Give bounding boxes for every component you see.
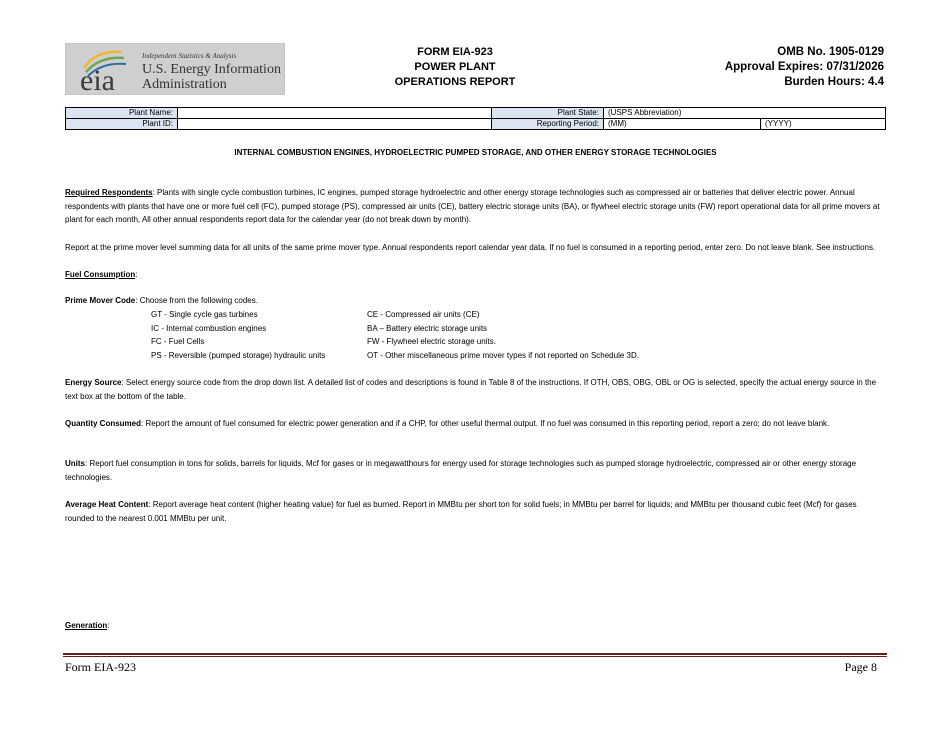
required-respondents-paragraph: [65, 186, 885, 227]
quantity-consumed-label: Quantity Consumed: [65, 419, 142, 428]
approval-expires: Approval Expires: 07/31/2026: [724, 61, 884, 73]
footer-rule-thick: [63, 653, 887, 655]
reporting-year-field[interactable]: (YYYY): [761, 119, 886, 130]
footer-form-name: Form EIA-923: [65, 660, 136, 674]
generation-heading: [65, 619, 885, 633]
required-respondents-label: Required Respondents: [65, 188, 153, 197]
energy-source-paragraph: [65, 376, 885, 403]
svg-text:eia: eia: [80, 64, 115, 92]
form-title-line-1: FORM EIA-923: [417, 46, 493, 58]
plant-info-table: [65, 107, 886, 130]
prime-mover-codes-right: [367, 308, 639, 362]
required-respondents-text: : Plants with single cycle combustion turbines, IC engines, pumped storage hydroelectric and other energy storage technologies such as compressed air or batteries that deliver electric power. Annual respondents with plants that have one or more fuel cell (FC), pumped storage (PS), compressed air units (CE), battery electric storage units (BA), or flywheel electric storage units (FW) report operational data for all prime movers at plant for each month, All other annual respondents report data for the calendar year (do not break down by month).: [65, 188, 880, 224]
logo-line-1: U.S. Energy Information: [142, 62, 281, 77]
burden-hours: Burden Hours: 4.4: [784, 76, 884, 88]
prime-mover-code-ce: CE - Compressed air units (CE): [367, 310, 480, 319]
units-paragraph: [65, 457, 885, 484]
section-heading: INTERNAL COMBUSTION ENGINES, HYDROELECTRIC PUMPED STORAGE, AND OTHER ENERGY STORAGE TECHNOLOGIES: [234, 148, 717, 157]
plant-name-field[interactable]: [178, 108, 492, 119]
energy-source-text: : Select energy source code from the drop down list. A detailed list of codes and descriptions is found in Table 8 of the instructions. If OTH, OBS, OBG, OBL or OG is selected, specify the actual energy source in the text box at the bottom of the table.: [65, 378, 877, 401]
plant-name-label: Plant Name:: [66, 108, 178, 119]
average-heat-content-paragraph: [65, 498, 885, 525]
fuel-consumption-suffix: :: [135, 270, 138, 279]
prime-mover-text: : Choose from the following codes.: [135, 296, 258, 305]
reporting-month-field[interactable]: (MM): [604, 119, 761, 130]
form-title: [380, 45, 530, 90]
average-heat-content-text: : Report average heat content (higher heating value) for fuel as burned. Report in MMBtu per short ton for solid fuels; in MMBtu per barrel for liquids; and MMBtu per thousand cubic feet (Mcf) for gases rounded to the nearest 0.001 MMBtu per unit.: [65, 500, 857, 523]
prime-mover-code-fw: FW - Flywheel electric storage units.: [367, 337, 496, 346]
prime-mover-code-ps: PS - Reversible (pumped storage) hydraulic units: [151, 350, 326, 360]
quantity-consumed-text: : Report the amount of fuel consumed for electric power generation and if a CHP, for other useful thermal output. If no fuel was consumed in this reporting period, report a zero; do not leave blank.: [141, 419, 830, 428]
fuel-consumption-heading: [65, 268, 885, 282]
logo-line-2: Administration: [142, 77, 227, 92]
prime-mover-code-fc: FC - Fuel Cells: [151, 337, 205, 346]
prime-mover-code-ic: IC - Internal combustion engines: [151, 323, 267, 333]
units-label: Units: [65, 459, 85, 468]
plant-id-label: Plant ID:: [66, 119, 178, 130]
prime-mover-code-gt: GT - Single cycle gas turbines: [151, 310, 258, 319]
omb-number: OMB No. 1905-0129: [777, 46, 884, 58]
plant-state-label: Plant State:: [492, 108, 604, 119]
prime-mover-paragraph: [65, 294, 885, 308]
form-title-line-3: OPERATIONS REPORT: [394, 76, 516, 88]
fuel-consumption-label: Fuel Consumption: [65, 270, 136, 279]
prime-mover-label: Prime Mover Code: [65, 296, 136, 305]
eia-logo: [65, 43, 285, 95]
eia-logo-icon: [76, 48, 136, 92]
omb-block: [725, 45, 884, 90]
plant-id-field[interactable]: [178, 119, 492, 130]
footer-rule-thin: [63, 656, 887, 657]
generation-suffix: :: [107, 621, 110, 630]
form-title-line-2: POWER PLANT: [414, 61, 496, 73]
logo-tagline: Independent Statistics & Analysis: [142, 52, 237, 60]
generation-label: Generation: [65, 621, 108, 630]
prime-mover-code-ba: BA – Battery electric storage units: [367, 323, 488, 333]
average-heat-content-label: Average Heat Content: [65, 500, 149, 509]
energy-source-label: Energy Source: [65, 378, 122, 387]
prime-mover-code-ot: OT - Other miscellaneous prime mover types if not reported on Schedule 3D.: [367, 350, 639, 360]
quantity-consumed-paragraph: [65, 417, 885, 431]
plant-state-field[interactable]: (USPS Abbreviation): [604, 108, 886, 119]
prime-mover-codes-left: [151, 308, 325, 362]
report-instruction-paragraph: Report at the prime mover level summing data for all units of the same prime mover type. Annual respondents report calendar year data. If no fuel is consumed in a reporting period, enter zero. Do not leave blank. See instructions.: [65, 243, 876, 252]
footer-page-number: Page 8: [844, 660, 877, 674]
plant-info-row-1: [66, 108, 886, 119]
units-text: : Report fuel consumption in tons for solids, barrels for liquids, Mcf for gases or in megawatthours for energy used for storage technologies such as pumped storage hydroelectric, compressed air or other energy storage technologies.: [65, 459, 857, 482]
plant-info-row-2: [66, 119, 886, 130]
reporting-period-label: Reporting Period:: [492, 119, 604, 130]
